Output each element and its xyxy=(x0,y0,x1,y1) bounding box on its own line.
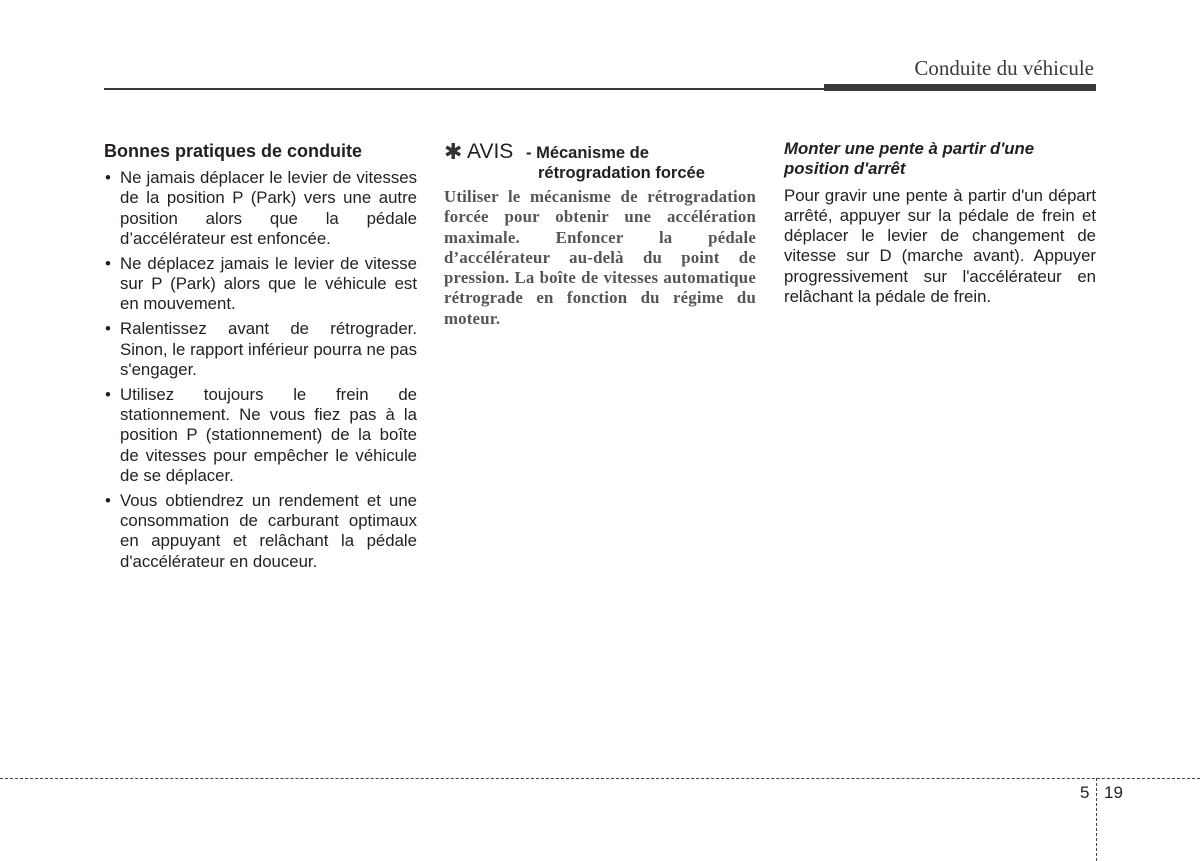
notice-title-line1: - Mécanisme de xyxy=(526,144,649,162)
notice-heading xyxy=(444,139,756,185)
paragraph: Pour gravir une pente à partir d'un départ arrêté, appuyer sur la pédale de frein et déplacer le levier de changement de vitesse sur D (marche avant). Appuyer progressivement sur l'accélérateur en relâchant la pédale de frein. xyxy=(784,185,1096,307)
column-notice xyxy=(444,139,756,329)
list-item: • Ne jamais déplacer le levier de vitesses de la position P (Park) vers une autre position alors que la pédale d’accélérateur est enfoncée. xyxy=(104,168,417,249)
list-item: • Vous obtiendrez un rendement et une consommation de carburant optimaux en appuyant et relâchant la pédale d'accélérateur en douceur. xyxy=(104,491,417,572)
bullet-list xyxy=(104,168,417,572)
notice-label: AVIS xyxy=(467,140,514,163)
page-number-divider xyxy=(1096,778,1097,861)
list-item: • Ralentissez avant de rétrograder. Sinon, le rapport inférieur pourra ne pas s'engager. xyxy=(104,319,417,380)
asterisk-icon: ✱ xyxy=(444,139,463,164)
column-driving-practices xyxy=(104,140,417,577)
chapter-title: Conduite du véhicule xyxy=(914,56,1094,80)
notice-body: Utiliser le mécanisme de rétrogradation forcée pour obtenir une accélération maximale. Enfoncer la pédale d’accélérateur au-delà du point de pression. La boîte de vitesses automatique rétrograde en fonction du régime du moteur. xyxy=(444,187,756,328)
list-item: • Utilisez toujours le frein de stationnement. Ne vous fiez pas à la position P (stationnement) de la boîte de vitesses pour empêcher le véhicule de se déplacer. xyxy=(104,385,417,486)
section-heading: Bonnes pratiques de conduite xyxy=(104,141,363,161)
page-number: 19 xyxy=(1104,783,1123,802)
subsection-heading: Monter une pente à partir d'une position d'arrêt xyxy=(784,139,1035,179)
footer-rule xyxy=(0,778,1200,779)
section-number: 5 xyxy=(1080,783,1090,802)
header-rule-accent xyxy=(824,84,1096,91)
header-rule xyxy=(104,88,824,90)
column-hill-start xyxy=(784,139,1096,307)
notice-title-line2: rétrogradation forcée xyxy=(538,164,705,182)
list-item: • Ne déplacez jamais le levier de vitesse sur P (Park) alors que le véhicule est en mouvement. xyxy=(104,254,417,315)
